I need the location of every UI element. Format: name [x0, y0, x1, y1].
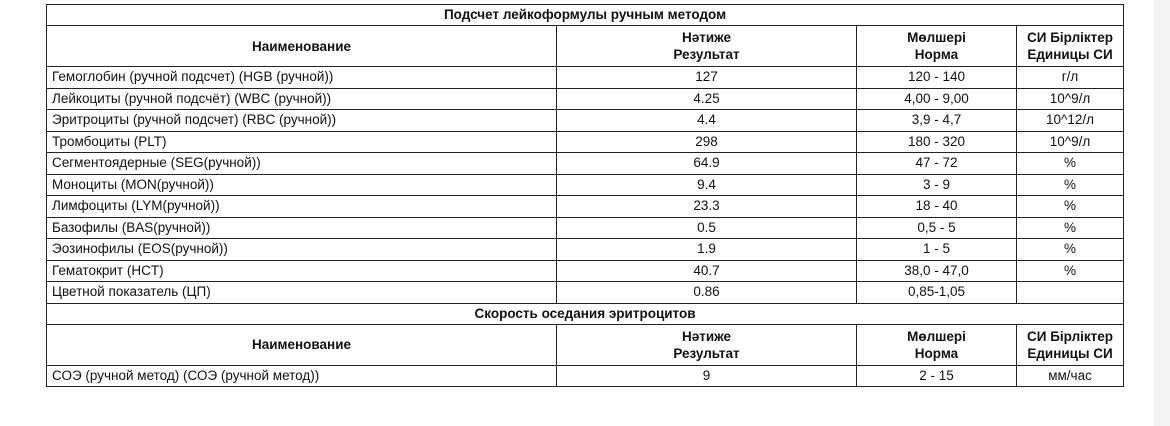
table-row: [47, 217, 1124, 239]
test-result: 4.4: [557, 110, 857, 132]
test-name: Эозинофилы (EOS(ручной)): [47, 239, 557, 261]
test-result: 127: [557, 67, 857, 89]
section-title-row: [47, 5, 1124, 26]
test-unit: %: [1017, 260, 1124, 282]
header-norm-kazakh: Мөлшері: [907, 30, 966, 45]
test-result: 1.9: [557, 239, 857, 261]
test-norm: 1 - 5: [857, 239, 1017, 261]
lab-results-table: [46, 4, 1124, 387]
section-title: Подсчет лейкоформулы ручным методом: [47, 5, 1124, 26]
test-name: Лимфоциты (LYM(ручной)): [47, 196, 557, 218]
header-norm-russian: Норма: [914, 47, 959, 62]
header-unit-russian: Единицы СИ: [1027, 47, 1113, 62]
test-result: 0.86: [557, 282, 857, 304]
section-title-row: [47, 303, 1124, 324]
test-unit: %: [1017, 217, 1124, 239]
test-result: 4.25: [557, 88, 857, 110]
test-unit: %: [1017, 239, 1124, 261]
table-header-row: [47, 324, 1124, 365]
test-name: Гематокрит (HCT): [47, 260, 557, 282]
table-row: [47, 365, 1124, 387]
test-unit: %: [1017, 174, 1124, 196]
test-result: 64.9: [557, 153, 857, 175]
test-norm: 0,85-1,05: [857, 282, 1017, 304]
test-unit: %: [1017, 153, 1124, 175]
test-norm: 180 - 320: [857, 131, 1017, 153]
test-norm: 47 - 72: [857, 153, 1017, 175]
header-name: Наименование: [47, 324, 557, 365]
test-name: Моноциты (MON(ручной)): [47, 174, 557, 196]
header-unit-russian: Единицы СИ: [1027, 345, 1113, 361]
table-row: [47, 153, 1124, 175]
test-norm: 3,9 - 4,7: [857, 110, 1017, 132]
test-name: Тромбоциты (PLT): [47, 131, 557, 153]
header-result-russian: Результат: [673, 345, 740, 361]
table-row: [47, 196, 1124, 218]
table-row: [47, 239, 1124, 261]
table-row: [47, 88, 1124, 110]
test-norm: 18 - 40: [857, 196, 1017, 218]
test-norm: 4,00 - 9,00: [857, 88, 1017, 110]
test-name: Базофилы (BAS(ручной)): [47, 217, 557, 239]
header-result: [557, 324, 857, 365]
test-name: Лейкоциты (ручной подсчёт) (WBC (ручной)): [47, 88, 557, 110]
test-unit: 10^9/л: [1017, 131, 1124, 153]
table-row: [47, 110, 1124, 132]
header-norm: [857, 26, 1017, 67]
page-scrollbar[interactable]: [1154, 0, 1170, 426]
header-norm: [857, 324, 1017, 365]
header-result-kazakh: Нәтиже: [681, 328, 732, 344]
test-unit: 10^12/л: [1017, 110, 1124, 132]
test-result: 0.5: [557, 217, 857, 239]
test-norm: 3 - 9: [857, 174, 1017, 196]
header-unit-kazakh: СИ Бірліктер: [1027, 30, 1114, 45]
test-result: 40.7: [557, 260, 857, 282]
test-unit: %: [1017, 196, 1124, 218]
test-name: Эритроциты (ручной подсчет) (RBC (ручной)): [47, 110, 557, 132]
test-unit: [1017, 282, 1124, 304]
table-row: [47, 260, 1124, 282]
header-unit: [1017, 324, 1124, 365]
test-result: 23.3: [557, 196, 857, 218]
header-result-kazakh: Нәтиже: [681, 30, 732, 45]
table-row: [47, 67, 1124, 89]
test-name: Цветной показатель (ЦП): [47, 282, 557, 304]
test-unit: мм/час: [1017, 365, 1124, 387]
table-row: [47, 174, 1124, 196]
test-unit: 10^9/л: [1017, 88, 1124, 110]
header-norm-russian: Норма: [914, 345, 959, 361]
test-norm: 120 - 140: [857, 67, 1017, 89]
header-unit-kazakh: СИ Бірліктер: [1027, 328, 1114, 344]
table-row: [47, 282, 1124, 304]
test-norm: 38,0 - 47,0: [857, 260, 1017, 282]
header-unit: [1017, 26, 1124, 67]
test-result: 298: [557, 131, 857, 153]
test-result: 9: [557, 365, 857, 387]
header-norm-kazakh: Мөлшері: [907, 328, 966, 344]
test-norm: 0,5 - 5: [857, 217, 1017, 239]
table-header-row: [47, 26, 1124, 67]
section-title: Скорость оседания эритроцитов: [47, 303, 1124, 324]
test-unit: г/л: [1017, 67, 1124, 89]
test-name: Сегментоядерные (SEG(ручной)): [47, 153, 557, 175]
test-result: 9.4: [557, 174, 857, 196]
test-norm: 2 - 15: [857, 365, 1017, 387]
header-result: [557, 26, 857, 67]
header-result-russian: Результат: [673, 47, 740, 62]
header-name: Наименование: [47, 26, 557, 67]
test-name: Гемоглобин (ручной подсчет) (HGB (ручной)): [47, 67, 557, 89]
test-name: СОЭ (ручной метод) (СОЭ (ручной метод)): [47, 365, 557, 387]
table-row: [47, 131, 1124, 153]
